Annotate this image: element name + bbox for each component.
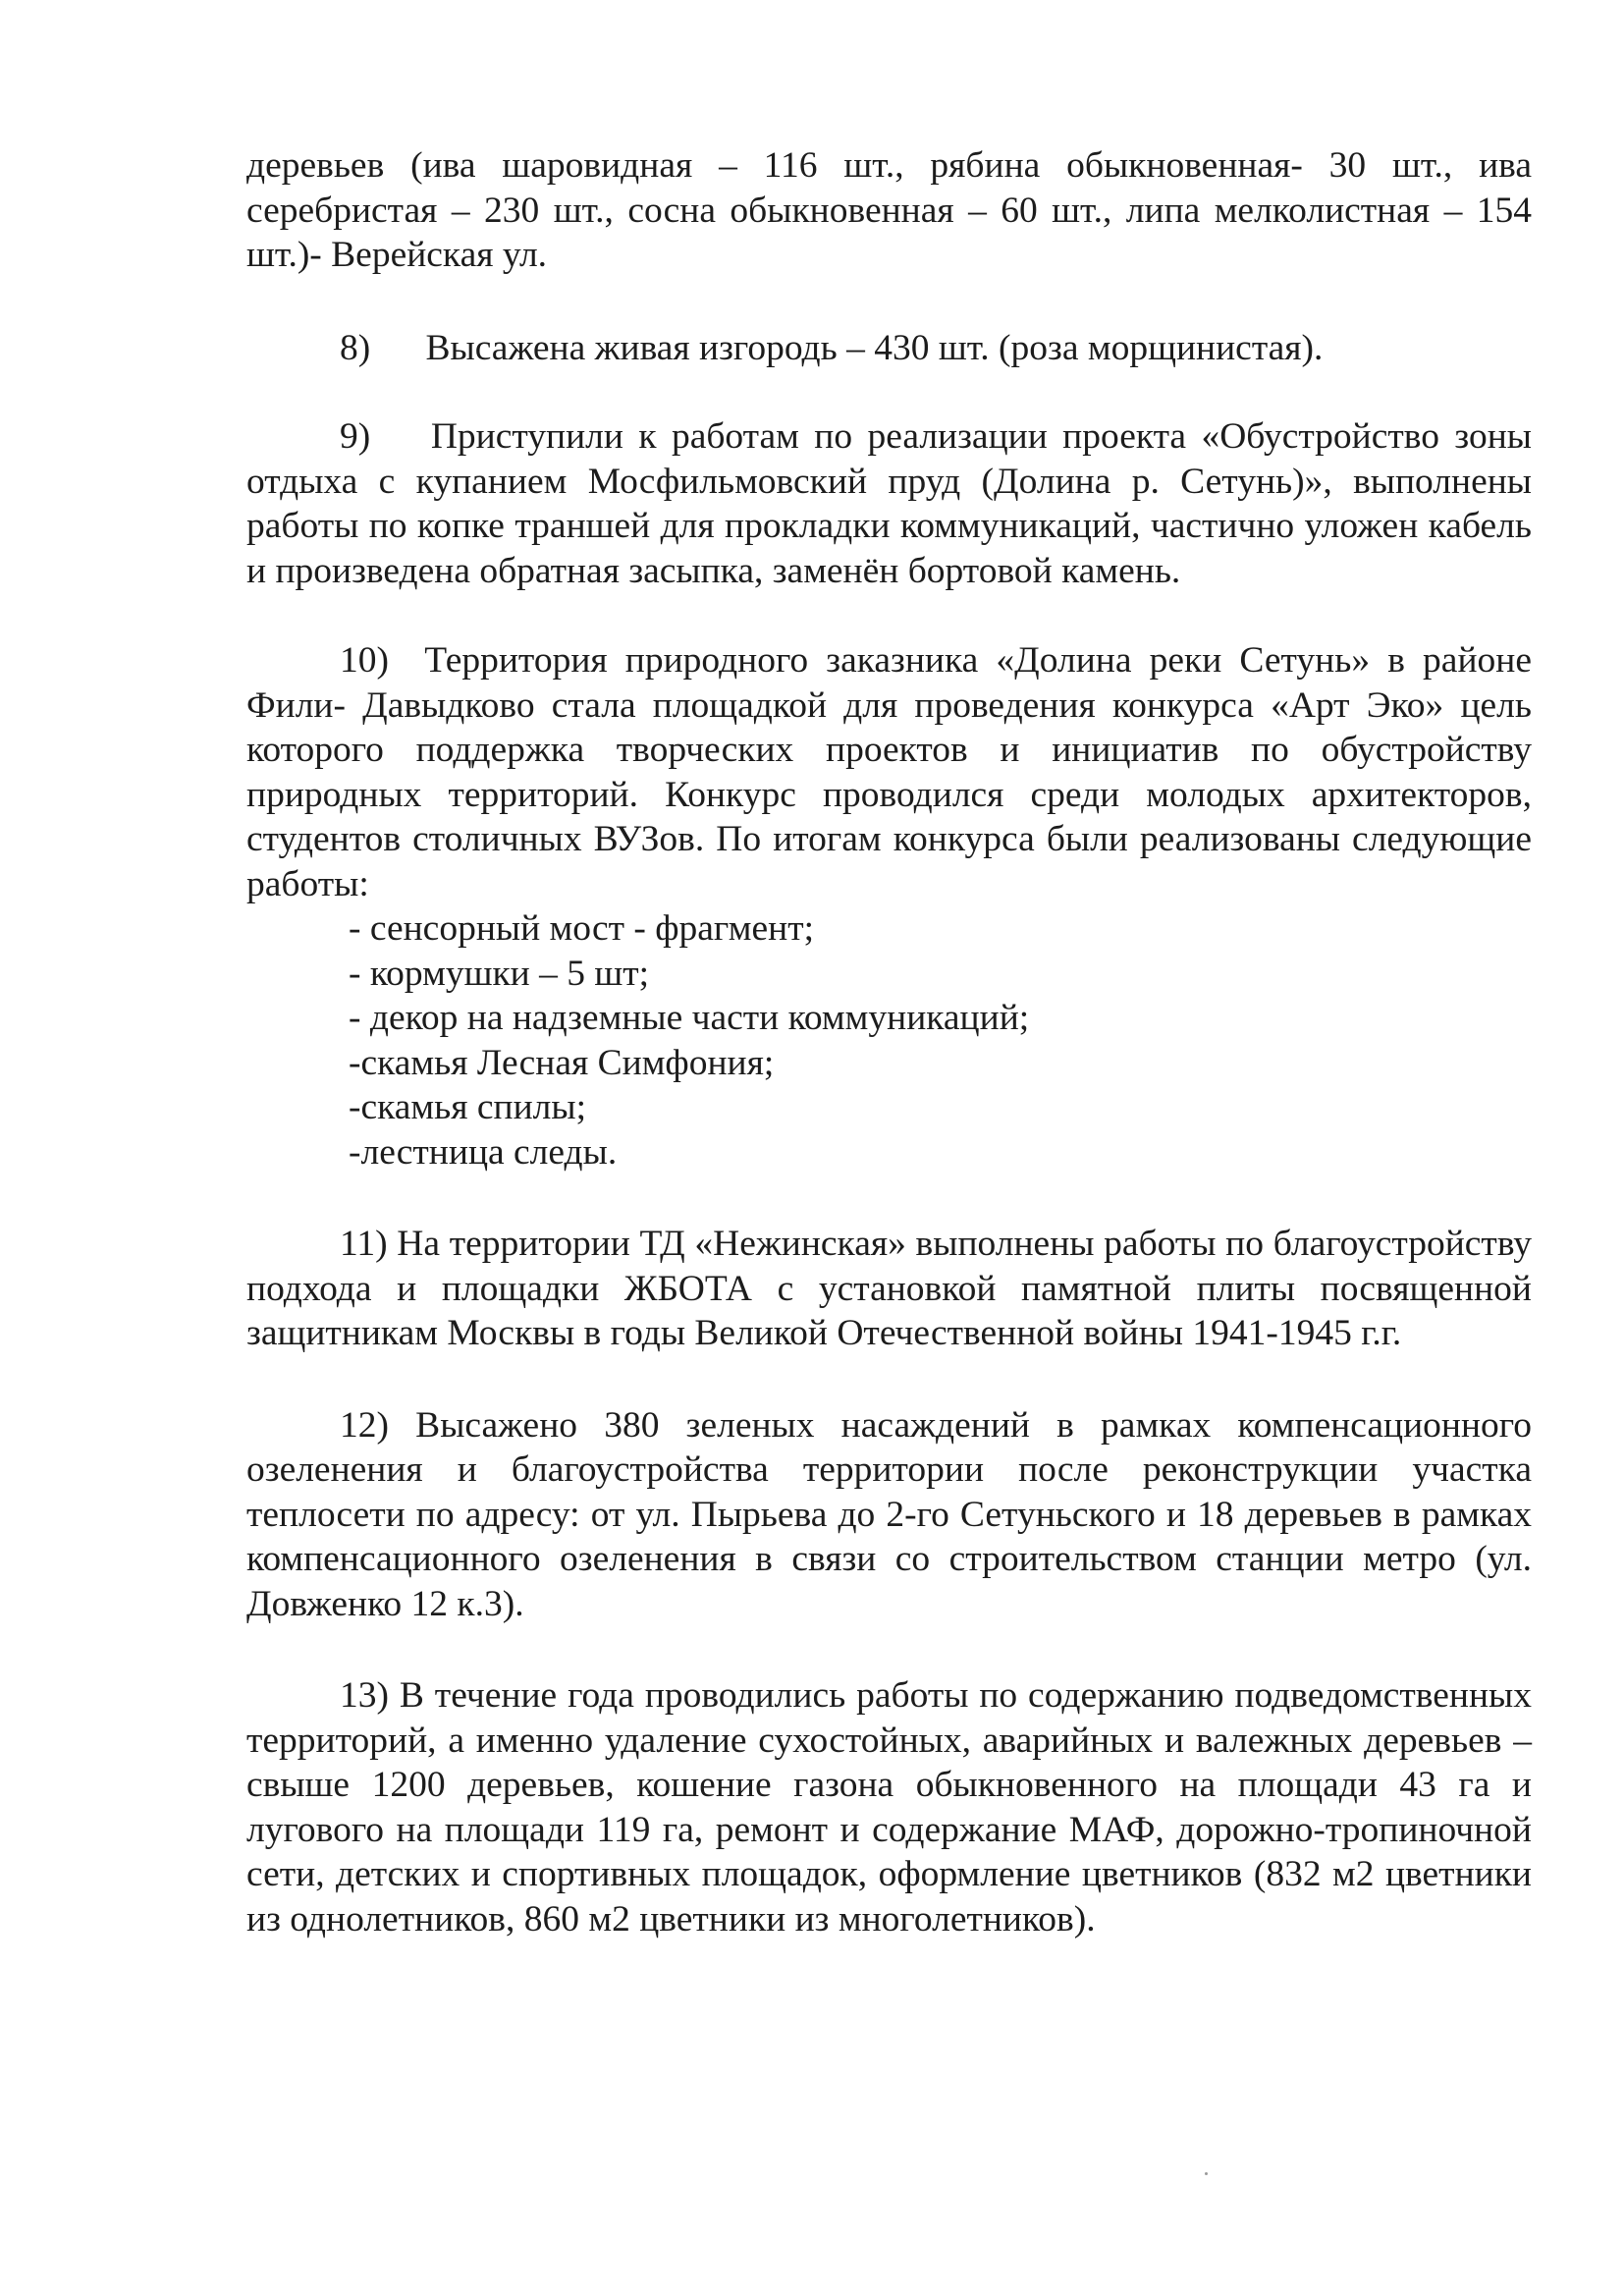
- list-item: -скамья спилы;: [349, 1087, 586, 1127]
- list-item: - сенсорный мост - фрагмент;: [349, 908, 815, 949]
- scan-speck: [1205, 2172, 1208, 2175]
- list-item: -скамья Лесная Симфония;: [349, 1042, 775, 1083]
- list-item: - кормушки – 5 шт;: [349, 953, 650, 994]
- item-12: 12) Высажено 380 зеленых насаждений в рамках компенсационного озеленения и благоустройства территории после реконструкции участка теплосети по адресу: от ул. Пырьева до 2-го Сетуньского и 18 деревьев в рамках компенсационного озеленения в связи со строительством станции метро (ул. Довженко 12 к.3).: [246, 1404, 1532, 1624]
- list-item: - декор на надземные части коммуникаций;: [349, 998, 1030, 1038]
- item-9: 9) Приступили к работам по реализации проекта «Обустройство зоны отдыха с купанием Мосфильмовский пруд (Долина р. Сетунь)», выполнены работы по копке траншей для прокладки коммуникаций, частично уложен кабель и произведена обратная засыпка, заменён бортовой камень.: [246, 416, 1532, 591]
- item-8: 8) Высажена живая изгородь – 430 шт. (роза морщинистая).: [340, 327, 1324, 368]
- item-10: 10) Территория природного заказника «Долина реки Сетунь» в районе Фили- Давыдково стала площадкой для проведения конкурса «Арт Эко» цель которого поддержка творческих проектов и инициатив по обустройству природных территорий. Конкурс проводился среди молодых архитекторов, студентов столичных ВУЗов. По итогам конкурса были реализованы следующие работы:: [246, 640, 1532, 904]
- art-eco-works-list: [246, 906, 1532, 1174]
- item-11: 11) На территории ТД «Нежинская» выполнены работы по благоустройству подхода и площадки ЖБОТА с установкой памятной плиты посвященной защитникам Москвы в годы Великой Отечественной войны 1941-1945 г.г.: [246, 1224, 1532, 1353]
- list-item: -лестница следы.: [349, 1131, 618, 1173]
- item-13: 13) В течение года проводились работы по содержанию подведомственных территорий, а именно удаление сухостойных, аварийных и валежных деревьев – свыше 1200 деревьев, кошение газона обыкновенного на площади 43 га и лугового на площади 119 га, ремонт и содержание МАФ, дорожно-тропиночной сети, детских и спортивных площадок, оформление цветников (832 м2 цветники из однолетников, 860 м2 цветники из многолетников).: [246, 1675, 1532, 1939]
- continuation-paragraph: деревьев (ива шаровидная – 116 шт., рябина обыкновенная- 30 шт., ива серебристая – 230 шт., сосна обыкновенная – 60 шт., липа мелколистная – 154 шт.)- Верейская ул.: [246, 145, 1532, 275]
- document-body: [246, 143, 1532, 1941]
